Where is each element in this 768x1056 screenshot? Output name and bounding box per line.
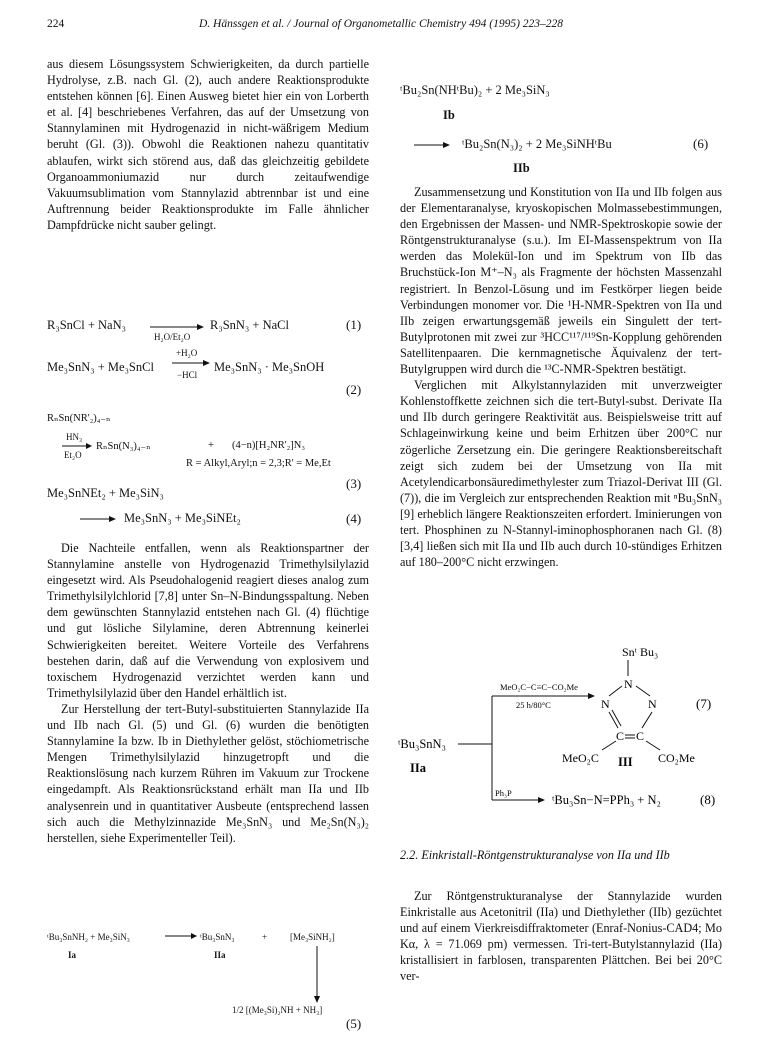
ring-atom-n1: N [624, 677, 633, 691]
ester-group-left: MeO₂C [562, 751, 599, 765]
scheme-bond [609, 686, 622, 696]
page-number: 224 [47, 18, 65, 30]
equation-number-8: (8) [700, 792, 716, 807]
condition-7-reagent: MeO₂C−C≡C−CO₂Me [500, 682, 578, 692]
stannyl-group: Snᵗ Bu₃ [622, 645, 659, 659]
scheme-bond [612, 710, 621, 726]
left-paragraph-1: aus diesem Lösungssystem Schwierigkeiten, da durch partielle Hydrolyse, z.B. nach Gl. (2), auch andere Reaktionsprodukte entstehen können [6]. Einen Ausweg bietet hier ein von Lorberth et al. [4] beschriebenes Verfahren, das auf der Umsetzung von Stannylaminen mit Hydrogenazid in nicht-wäßrigem Medium beruht (Gl. (3)). Obwohl die Reaktionen nahezu quantitativ ablaufen, wirkt sich störend aus, daß das gleichzeitig gebildete Organoammoniumazid nur durch zeitaufwendige Vakuumsublimation vom Stannylazid abtrennbar ist und eine Auftrennung beider Reaktionsprodukte im Falle ähnlicher Dampfdrücke nicht sauber gelingt. [47, 57, 369, 232]
scheme-bond [636, 686, 650, 696]
ring-atom-c4: C [616, 729, 625, 743]
ring-atom-n2: N [601, 697, 610, 711]
condition-7-temp: 25 h/80°C [516, 700, 551, 710]
scheme-bond [642, 712, 652, 728]
running-header [47, 18, 723, 36]
section-heading: 2.2. Einkristall-Röntgenstrukturanalyse von IIa und IIb [400, 848, 670, 862]
right-paragraph-1: Zusammensetzung und Konstitution von IIa und IIb folgen aus der Elementaranalyse, kryoskopischen Molmassebestimmungen, den Ergebnissen der Massen- und NMR-Spektroskopie sowie der Röntgenstrukturanalyse (s.u.). Im EI-Massenspektrum von IIa werden das Molekül-Ion und im Spektrum von IIb das Bruchstück-Ion M⁺–N₃ als Fragmente der höchsten Massenzahl registriert. In Benzol-Lösung und im Festkörper liegen beide Verbindungen monomer vor. Die ¹H-NMR-Spektren von IIa und IIb zeigen erwartungsgemäß jeweils ein Singulett der tert-Butylprotonen mit zwei zur ³HCC¹¹⁷/¹¹⁹Sn-Kopplung gehörenden Satellitenpaaren. Die kernmagnetische Äquivalenz der tert-Butylgruppen wird durch die ¹³C-NMR-Spektren bestätigt. Verglichen mit Alkylstannylaziden mit unverzweigter Kohlenstoffkette zeichnen sich die tert-Butyl-subst. Derivate IIa und IIb durch geringere Reaktivität aus. Beispielsweise tritt auf Schlageinwirkung keine und beim Erhitzen über 200°C nur zögerliche Zersetzung ein. Die geringere Reaktionsbereitschaft zeigt sich zudem bei der Umsetzung von IIa mit Acetylendicarbonsäuredimethylester zum Triazol-Derivat III (Gl. (7)), die im Vergleich zur entsprechenden Reaktion mit ⁿBu₃SnN₃ [9] erheblich längere Reaktionszeiten erfordert. Iminierungen von tert. Phosphinen zu N-Stannyl-iminophosphoranen nach Gl. (8) [3,4] ließen sich mit IIa und IIb auch durch 10-stündiges Erhitzen auf 180–200°C nicht erzwingen. [400, 185, 722, 570]
ring-atom-c5: C [636, 729, 645, 743]
reaction-arrow [412, 138, 452, 152]
left-paragraph-2: Die Nachteile entfallen, wenn als Reaktionspartner der Stannylamine anstelle von Hydrogenazid Trimethylsilylazid eingesetzt wird. Als Pseudohalogenid reagiert dieses analog zum Trimethylsilylchlorid [7,8] unter Sn–N-Bindungsspaltung. Neben dem gewünschten Stannylazid entstehen nach Gl. (4) flüchtige und gut lösliche Silylamine, deren Abtrennung keinerlei Schwierigkeiten bereitet. Weitere Vorteile des Verfahrens bestehen darin, daß auf die Verwendung von explosivem und toxischem Hydrogenazid verzichtet werden kann und Trimethylsilylazid über den Handel erhältlich ist. Zur Herstellung der tert-Butyl-substituierten Stannylazide IIa und IIb nach Gl. (5) und Gl. (6) wurden die benötigten Stannylamine Ia bzw. Ib in Diethylether gelöst, stöchiometrische Mengen Trimethylsilylazid hinzugetropft und die Reaktionslösung nach kurzem Rühren im Vakuum zur Trockene eingedampft. Als Reaktionsrückstand erhält man IIa und IIb analysenrein und in quantitativer Ausbeute (entsprechend lassen sich auch die Methylzinnazide Me₃SnN₃ und Me₂Sn(N₃)₂ herstellen, siehe Experimenteller Teil). [47, 541, 369, 845]
product-label-iii: III [618, 755, 633, 769]
reaction-arrow [170, 356, 212, 370]
reaction-arrow [163, 930, 199, 942]
right-paragraph-2: Verglichen mit Alkylstannylaziden mit unverzweigter Kohlenstoffkette zeichnen sich die tert-Butyl-subst. Derivate IIa und IIb durch geringere Reaktivität aus. Beispielsweise tritt auf Schlageinwirkung keine und beim Erhitzen über 200°C nur zögerliche Zersetzung ein. Die geringere Reaktionsbereitschaft zeigt sich zudem bei der Umsetzung von IIa mit Acetylendicarbonsäuredimethylester zum Triazol-Derivat III (Gl. (7)), die im Vergleich zur entsprechenden Reaktion mit ⁿBu₃SnN₃ [9] erheblich längere Reaktionszeiten erfordert. Iminierungen von tert. Phosphinen zu N-Stannyl-iminophosphoranen nach Gl. (8) [3,4] ließen sich mit IIa und IIb auch durch 10-stündiges Erhitzen auf 180–200°C nicht erzwingen. [400, 378, 722, 570]
product-8: ᵗBu₃Sn−N=PPh₃ + N₂ [552, 793, 661, 807]
journal-citation: D. Hänssgen et al. / Journal of Organometallic Chemistry 494 (1995) 223–228 [199, 18, 564, 30]
ester-group-right: CO₂Me [658, 751, 695, 765]
reaction-arrow-down [311, 945, 323, 1005]
reactant-label: IIa [410, 761, 426, 775]
scheme-bond [609, 712, 618, 728]
reactant-formula: ᵗBu₃SnN₃ [398, 737, 446, 751]
scheme-bond [646, 741, 660, 750]
equation-number-7: (7) [696, 696, 712, 711]
scheme-bond [602, 741, 616, 750]
left-paragraph-3: Zur Herstellung der tert-Butyl-substituierten Stannylazide IIa und IIb nach Gl. (5) und Gl. (6) wurden die benötigten Stannylamine Ia bzw. Ib in Diethylether gelöst, stöchiometrische Mengen Trimethylsilylazid hinzugetropft und die Reaktionslösung nach kurzem Rühren im Vakuum zur Trockene eingedampft. Als Reaktionsrückstand erhält man IIa und IIb analysenrein und in quantitativer Ausbeute (entsprechend lassen sich auch die Methylzinnazide Me₃SnN₃ und Me₂Sn(N₃)₂ herstellen, siehe Experimenteller Teil). [47, 701, 369, 845]
reaction-scheme-7-8 [396, 640, 726, 820]
condition-8-reagent: Ph₃P [495, 788, 512, 798]
reaction-arrow [78, 512, 118, 526]
ring-atom-n3: N [648, 697, 657, 711]
arrowhead [538, 797, 545, 803]
right-paragraph-3: Zur Röntgenstrukturanalyse der Stannylazide wurden Einkristalle aus Acetonitril (IIa) und Diethylether (IIb) gezüchtet und auf einem Vierkreisdiffraktometer (Enraf-Nonius-CAD4; Mo Kα, λ = 71.069 pm) vermessen. Tri-tert-Butylstannylazid (IIa) kristallisiert in farblosen, transparenten Plättchen. Bei bei 20°C ver- [400, 889, 722, 984]
arrowhead [588, 693, 595, 699]
